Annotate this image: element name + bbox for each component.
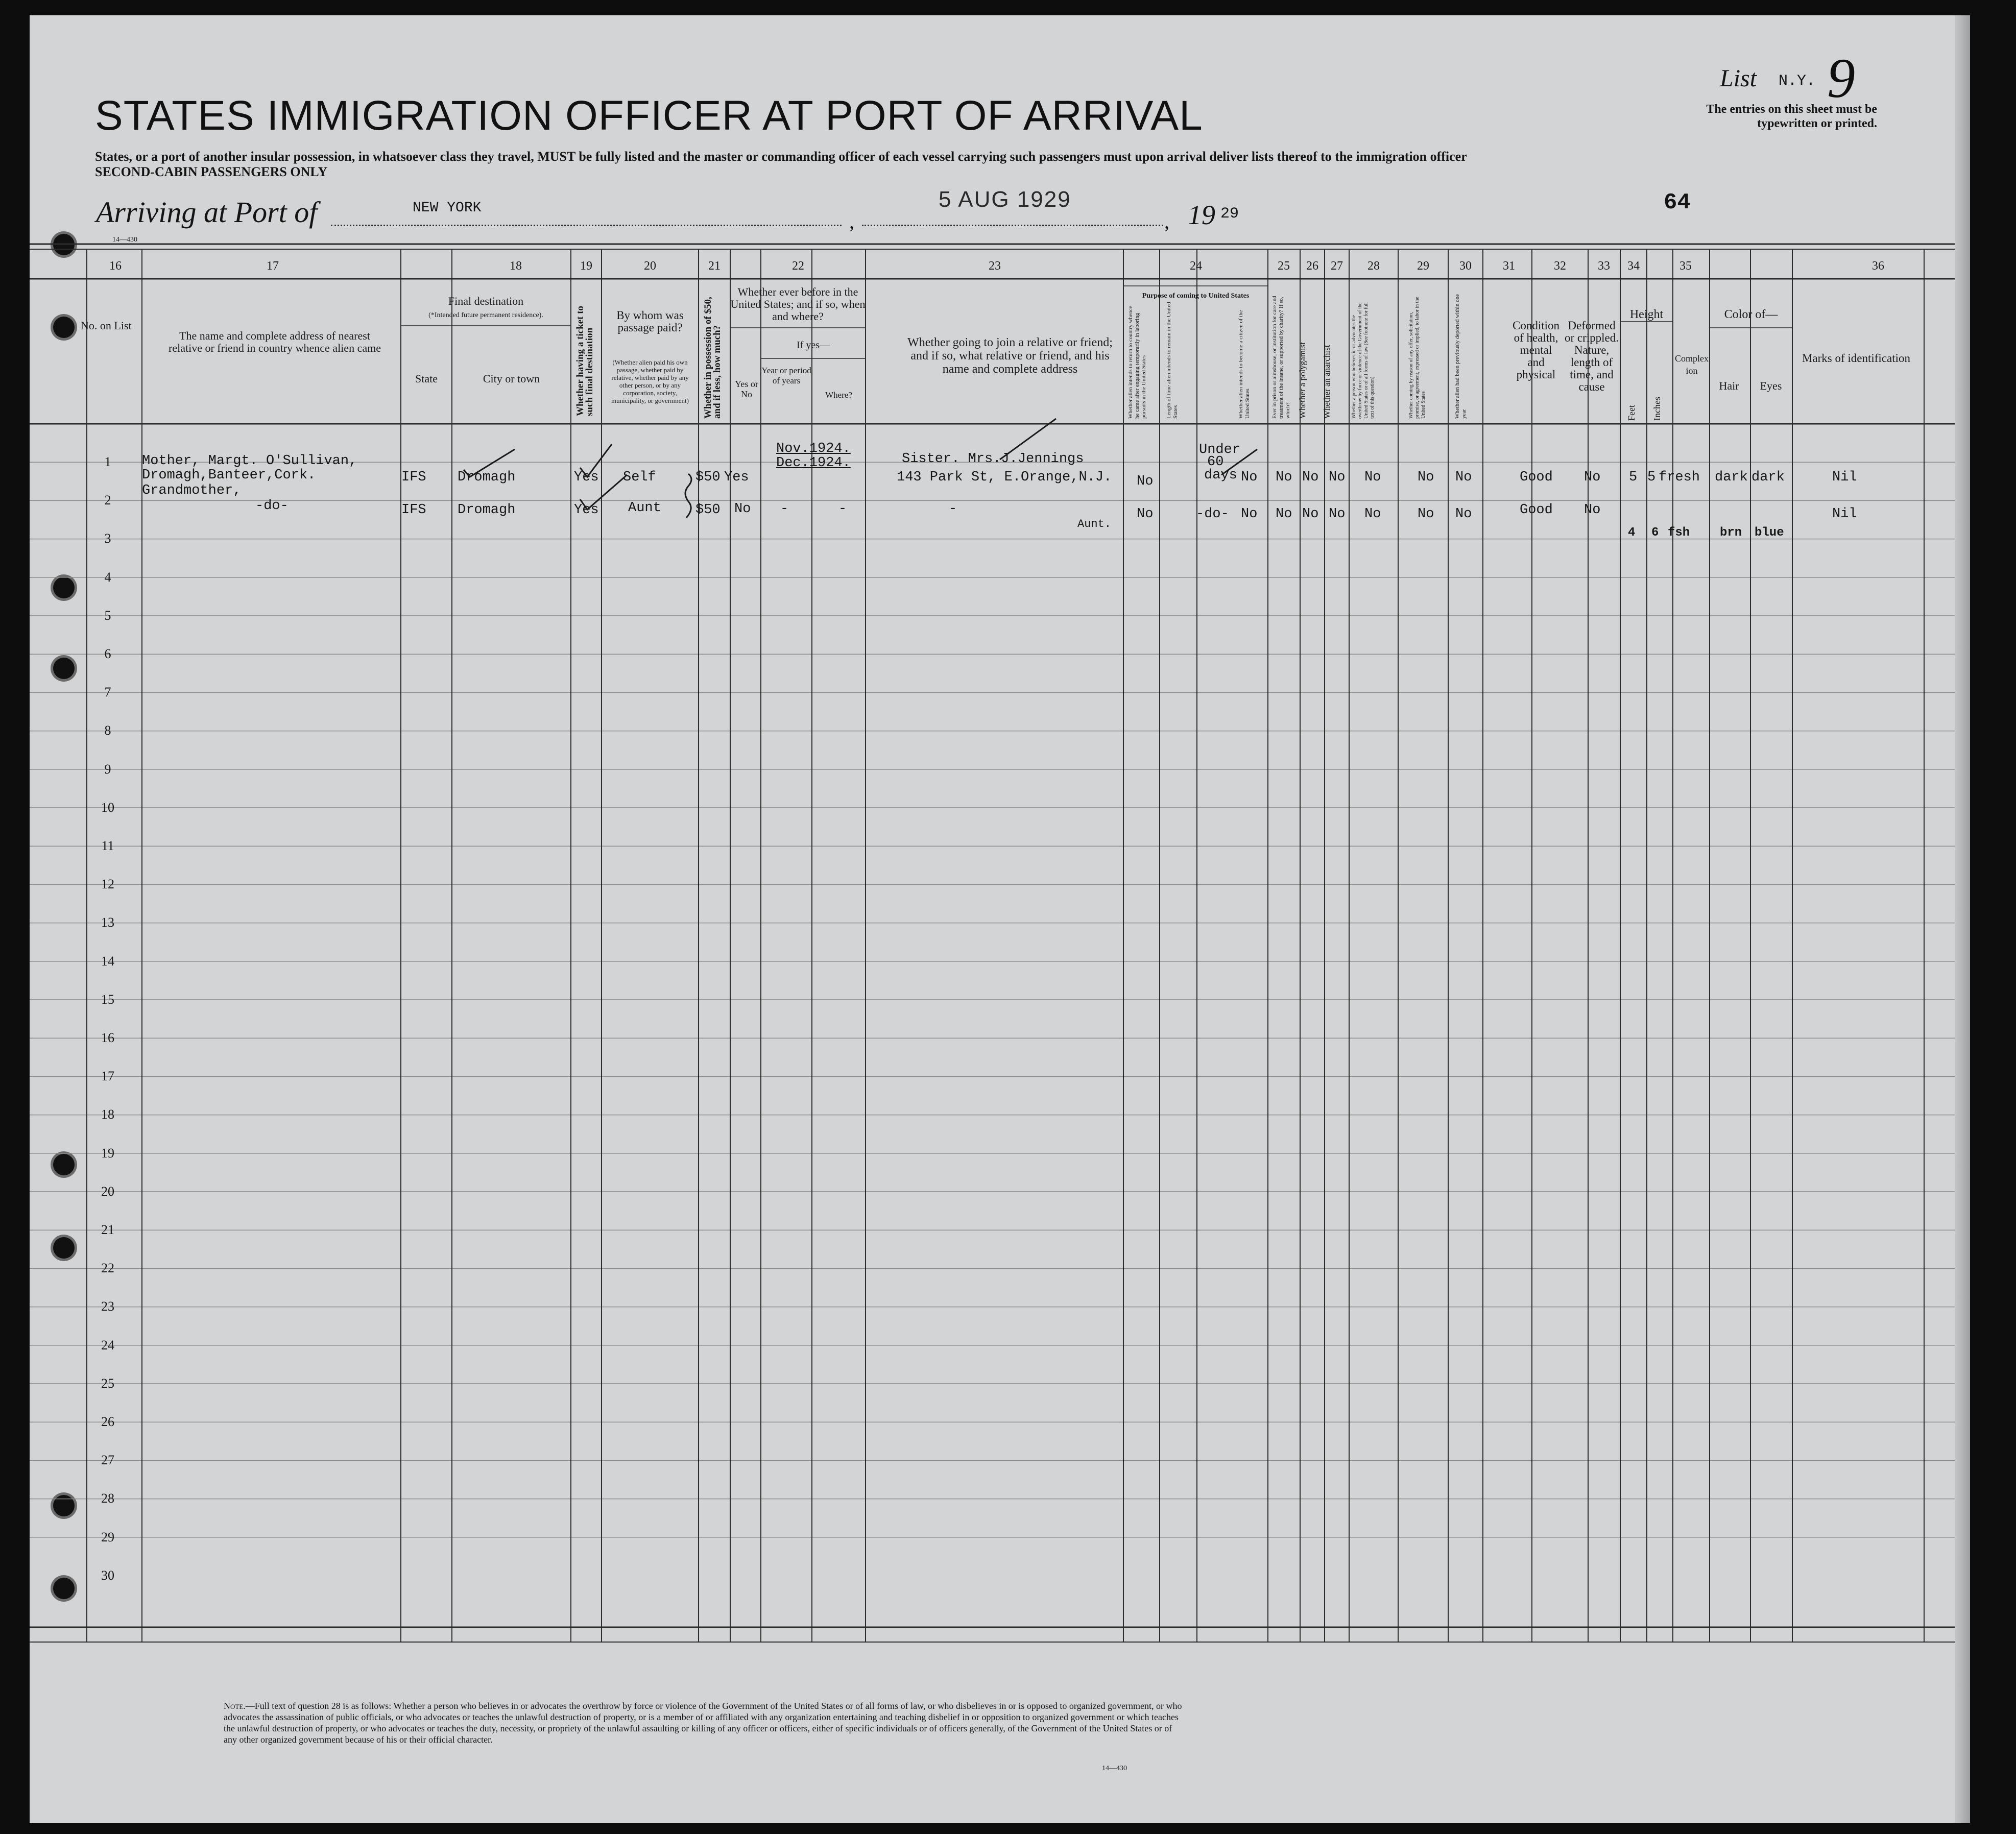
row2-where: - — [838, 501, 847, 517]
row2-deported: No — [1455, 506, 1472, 522]
row2-complexion: fsh — [1668, 526, 1690, 540]
row2-relative-line1: Grandmother, — [142, 483, 242, 498]
entries-note: The entries on this sheet must be typewritten or printed. — [1706, 103, 1877, 130]
header-height: Height — [1629, 308, 1664, 321]
row2-before-us: No — [734, 501, 751, 517]
row2-state: IFS — [401, 502, 426, 518]
column-number: 18 — [510, 259, 522, 273]
header-marks: Marks of identification — [1802, 352, 1911, 365]
row-number: 29 — [101, 1529, 114, 1545]
column-number: 34 — [1627, 259, 1640, 273]
instruction-text: States, or a port of another insular possession, in whatsoever class they travel, MUST be fully listed and the master or commanding officer of each vessel carrying such passengers must upon arrival deliver lists thereof to the immigration officer — [95, 149, 1467, 164]
row1-ticket: Yes — [574, 470, 599, 485]
header-going-to-join: Whether going to join a relative or friend; and if so, what relative or friend, and his name and complete address — [907, 336, 1113, 376]
header-deported: Whether alien had been previously deported within one year — [1454, 294, 1467, 419]
year-suffix: 29 — [1220, 205, 1239, 223]
row1-eyes: dark — [1751, 470, 1785, 485]
header-feet: Feet — [1626, 405, 1637, 421]
header-no-on-list: No. on List — [81, 319, 132, 332]
row1-state: IFS — [401, 470, 426, 485]
row1-health: Good — [1520, 470, 1553, 485]
row1-overthrow: No — [1364, 470, 1381, 485]
row1-length-line1: Under — [1199, 442, 1241, 457]
header-if-yes: If yes— — [797, 340, 830, 351]
footnote-text: —Full text of question 28 is as follows: Whether a person who believes in or advocates the overthrow by force or violence of the Government of the United States or of all forms of law, or who disbelieves in or is opposed to organized government, or who advocates the assassination of public officials, or who advocates or teaches the unlawful destruction of property, or is a member of or affiliated with any organization entertaining and teaching disbelief in or opposition to organized government or which teaches the unlawful destruction of property, or who advocates or teaches the duty, necessity, or propriety of the unlawful assaulting or killing of any officer or officers, either of specific individuals or of officers generally, of the Government of the United States or of any other organized government because of his or their official character. — [224, 1701, 1182, 1745]
row-number: 15 — [101, 992, 114, 1007]
row1-money: $50 — [695, 470, 721, 485]
header-purpose: Purpose of coming to United States — [1142, 292, 1250, 300]
handwritten-marks — [30, 15, 1970, 1823]
row2-length: -do- — [1196, 506, 1229, 522]
class-line: SECOND-CABIN PASSENGERS ONLY — [95, 164, 328, 179]
column-number: 35 — [1679, 259, 1692, 273]
header-yes-no: Yes or No — [735, 379, 758, 399]
row-number: 13 — [101, 915, 114, 930]
row1-join-line2: 143 Park St, E.Orange,N.J. — [897, 470, 1112, 485]
column-number: 19 — [580, 259, 592, 273]
row-number: 12 — [101, 877, 114, 892]
header-eyes: Eyes — [1760, 379, 1782, 392]
column-number: 24 — [1190, 259, 1202, 273]
column-number: 20 — [644, 259, 656, 273]
header-relative: The name and complete address of nearest relative or friend in country whence alien came — [169, 329, 381, 354]
header-years: Year or period of years — [761, 366, 811, 385]
row2-feet: 4 — [1628, 526, 1636, 540]
header-ticket: Whether having a ticket to such final destination — [575, 305, 595, 416]
row-number: 19 — [101, 1145, 114, 1161]
header-ever-before: Whether ever before in the United States; and if so, when and where? — [730, 285, 866, 323]
row1-city: Dromagh — [458, 470, 516, 485]
header-health: Condition of health, mental and physical — [1512, 319, 1559, 381]
row2-relative-line2: -do- — [255, 498, 289, 514]
column-number: 33 — [1598, 259, 1610, 273]
row-number: 27 — [101, 1453, 114, 1468]
row1-paid-by: Self — [623, 470, 656, 485]
row-number: 8 — [104, 723, 111, 738]
row2-city: Dromagh — [458, 502, 516, 518]
footnote-code: 14—430 — [1102, 1765, 1127, 1772]
date-stamp: 5 AUG 1929 — [939, 187, 1071, 212]
row1-inches: 5 — [1647, 470, 1656, 485]
footnote-label: Note. — [224, 1701, 246, 1711]
row1-anarchist: No — [1329, 470, 1346, 485]
row2-inches: 6 — [1651, 526, 1659, 540]
row1-length-line2: 60 — [1207, 454, 1224, 470]
list-label: List — [1720, 65, 1757, 92]
arriving-label: Arriving at Port of — [96, 196, 318, 229]
row2-deformed: No — [1584, 502, 1601, 518]
row-number: 24 — [101, 1337, 114, 1353]
footnote — [224, 1700, 1184, 1745]
row-number: 9 — [104, 761, 111, 777]
row-number: 2 — [104, 493, 111, 508]
header-overthrow: Whether a person who believes in or advocates the overthrow by force or violence of the Government of the United States or of all forms of law (See footnote for full text of this question) — [1351, 302, 1375, 419]
page-number: 64 — [1664, 190, 1691, 215]
row-number: 22 — [101, 1261, 114, 1276]
row1-marks: Nil — [1832, 470, 1857, 485]
row-number: 4 — [104, 569, 111, 585]
row1-deported: No — [1455, 470, 1472, 485]
row-number: 17 — [101, 1069, 114, 1084]
row2-money: $50 — [695, 502, 721, 518]
row-number: 18 — [101, 1107, 114, 1122]
page-title: STATES IMMIGRATION OFFICER AT PORT OF ARRIVAL — [95, 92, 1203, 139]
row1-join-line1: Sister. Mrs.J.Jennings — [902, 451, 1084, 467]
row2-ticket: Yes — [574, 502, 599, 518]
header-complexion: Complexion — [1675, 353, 1709, 376]
row-number: 25 — [101, 1376, 114, 1391]
column-number: 17 — [267, 259, 279, 273]
row-number: 23 — [101, 1299, 114, 1314]
row2-return: No — [1137, 506, 1154, 522]
header-inches: Inches — [1652, 397, 1662, 421]
row2-citizen: No — [1241, 506, 1258, 522]
year-prefix: 19 — [1188, 200, 1215, 230]
row-number: 21 — [101, 1222, 114, 1237]
row-number: 10 — [101, 800, 114, 815]
row2-marks: Nil — [1832, 506, 1857, 522]
column-number: 26 — [1306, 259, 1318, 273]
header-state: State — [415, 372, 438, 385]
header-paid-by-note: (Whether alien paid his own passage, whether paid by relative, whether paid by any other person, or by any corporation, society, municipality, or government) — [611, 358, 689, 404]
row2-years: - — [780, 501, 789, 517]
row2-overthrow: No — [1364, 506, 1381, 522]
row2-eyes: blue — [1755, 526, 1784, 540]
row2-join-line1: - — [949, 501, 957, 517]
column-number: 32 — [1554, 259, 1566, 273]
column-number: 31 — [1503, 259, 1515, 273]
row-number: 16 — [101, 1030, 114, 1045]
column-number: 27 — [1331, 259, 1343, 273]
header-hair: Hair — [1719, 379, 1739, 392]
header-length: Length of time alien intends to remain in the United States — [1166, 302, 1179, 419]
column-number: 22 — [792, 259, 804, 273]
row1-years-line2: Dec.1924. — [776, 455, 851, 471]
row-number: 30 — [101, 1567, 114, 1583]
header-citizen: Whether alien intends to become a citizen of the United States — [1238, 310, 1251, 419]
row1-hair: dark — [1715, 470, 1748, 485]
column-number: 36 — [1872, 259, 1884, 273]
row2-paid-by: Aunt — [628, 500, 661, 516]
header-destination-note: (*Intended future permanent residence). — [428, 311, 543, 319]
manifest-sheet — [30, 15, 1970, 1823]
header-anarchist: Whether an anarchist — [1322, 345, 1332, 419]
row-number: 6 — [104, 646, 111, 661]
row2-join-line2: Aunt. — [1077, 518, 1112, 530]
header-offer: Whether coming by reason of any offer, solicitation, promise, or agreement, expressed or implied, to labor in the United States — [1408, 297, 1426, 419]
list-number-handwritten: 9 — [1827, 47, 1855, 109]
row1-prison: No — [1276, 470, 1292, 485]
header-final-destination: Final destination — [448, 295, 524, 307]
row1-years-line1: Nov.1924. — [776, 441, 851, 456]
row1-citizen: No — [1241, 470, 1258, 485]
row1-relative-line2: Dromagh,Banteer,Cork. — [142, 468, 316, 483]
row1-offer: No — [1418, 470, 1434, 485]
header-deformed: Deformed or crippled. Nature, length of time, and cause — [1564, 319, 1619, 393]
row2-anarchist: No — [1329, 506, 1346, 522]
column-number: 23 — [989, 259, 1001, 273]
row-number: 20 — [101, 1184, 114, 1199]
row-number: 3 — [104, 531, 111, 546]
header-money: Whether in possession of $50, and if less, how much? — [703, 297, 723, 419]
row2-offer: No — [1418, 506, 1434, 522]
row-number: 14 — [101, 953, 114, 969]
row-number: 28 — [101, 1491, 114, 1506]
form-code: 14—430 — [112, 236, 137, 244]
row1-relative-line1: Mother, Margt. O'Sullivan, — [142, 453, 357, 469]
row2-hair: brn — [1720, 526, 1742, 540]
column-number: 29 — [1417, 259, 1429, 273]
list-value: N.Y. — [1779, 73, 1816, 90]
column-number: 21 — [708, 259, 721, 273]
row1-complexion: fresh — [1659, 470, 1700, 485]
column-number: 25 — [1278, 259, 1290, 273]
row-number: 7 — [104, 685, 111, 700]
row1-before-us: Yes — [724, 470, 749, 485]
row-number: 26 — [101, 1414, 114, 1429]
row1-length-line3: days — [1204, 468, 1237, 483]
row-number: 5 — [104, 608, 111, 623]
row-number: 1 — [104, 454, 111, 469]
row2-polygamist: No — [1302, 506, 1319, 522]
header-where: Where? — [825, 390, 852, 400]
row1-deformed: No — [1584, 470, 1601, 485]
comma: , — [849, 210, 854, 233]
column-number: 16 — [109, 259, 122, 273]
header-prison: Ever in prison or almshouse, or institution for care and treatment of the insane, or supported by charity? If so, which? — [1271, 296, 1291, 419]
header-paid-by: By whom was passage paid? — [616, 309, 684, 334]
row2-health: Good — [1520, 502, 1553, 518]
row1-feet: 5 — [1629, 470, 1638, 485]
header-return: Whether alien intends to return to country whence he came after engaging temporarily in laboring pursuits in the United States — [1127, 306, 1147, 419]
column-number: 30 — [1459, 259, 1472, 273]
row1-polygamist: No — [1302, 470, 1319, 485]
port-value: NEW YORK — [413, 200, 482, 216]
page-edge — [1955, 15, 1970, 1823]
row-number: 11 — [101, 838, 114, 853]
header-color-of: Color of— — [1724, 308, 1778, 321]
row2-prison: No — [1276, 506, 1292, 522]
header-polygamist: Whether a polygamist — [1298, 342, 1307, 419]
row1-return: No — [1137, 474, 1154, 489]
header-city: City or town — [483, 372, 540, 385]
column-number: 28 — [1367, 259, 1380, 273]
comma: , — [1164, 210, 1169, 233]
